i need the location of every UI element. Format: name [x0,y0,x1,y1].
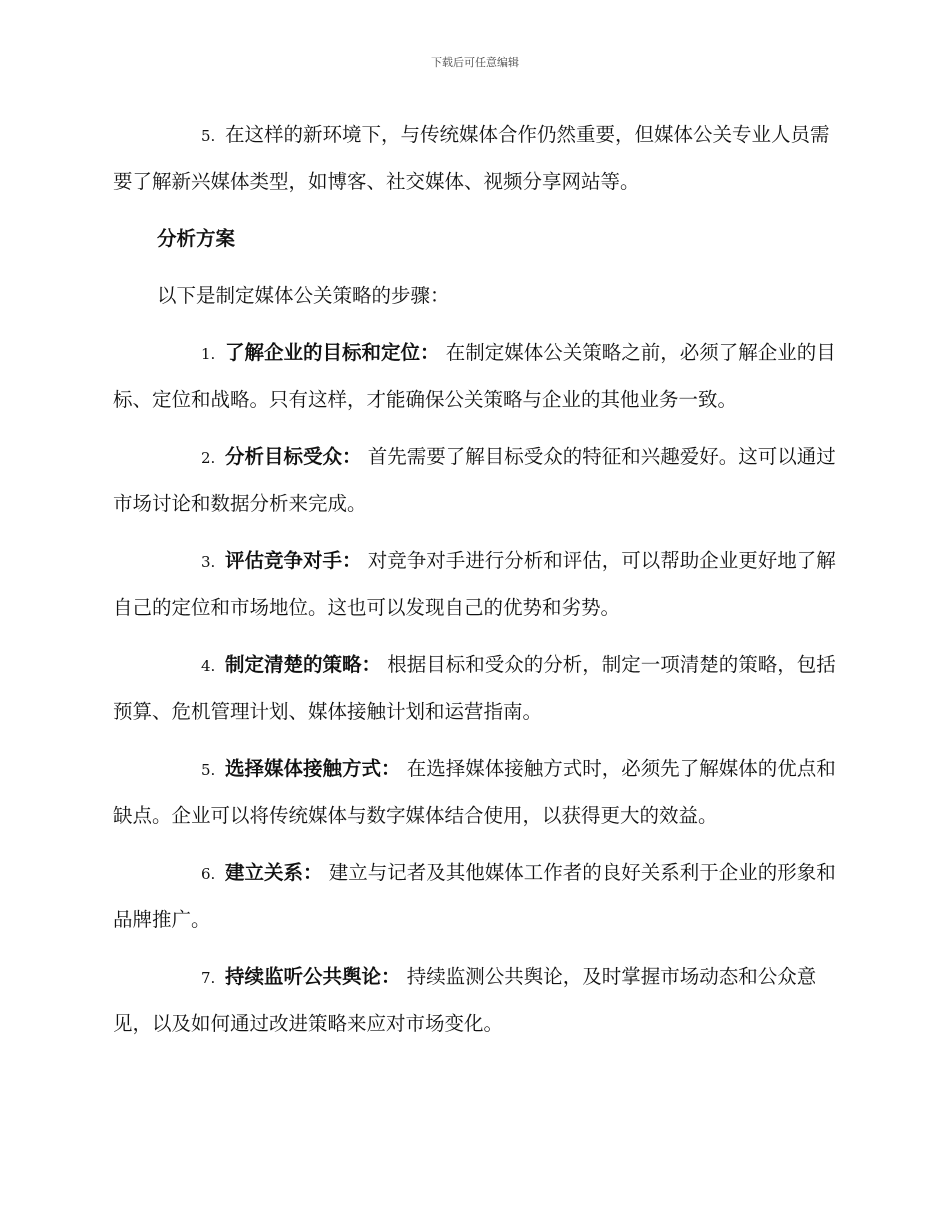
step-number: 4. [201,657,216,675]
step-number: 1. [201,345,216,363]
step-text: 持续监测公共舆论，及时掌握市场动态和公众意见，以及如何通过改进策略来应对市场变化。 [113,965,817,1035]
step-number: 7. [201,969,216,987]
step-item [113,642,840,734]
document-body [113,112,840,1058]
step-item [113,434,840,526]
step-item [113,538,840,630]
step-title: 制定清楚的策略： [225,653,382,676]
step-title: 建立关系： [225,861,323,884]
step-text: 在选择媒体接触方式时，必须先了解媒体的优点和缺点。企业可以将传统媒体与数字媒体结合使用，以获得更大的效益。 [113,757,836,827]
item-number: 5. [201,127,216,145]
step-title: 选择媒体接触方式： [225,757,401,780]
step-text: 在制定媒体公关策略之前，必须了解企业的目标、定位和战略。只有这样，才能确保公关策略与企业的其他业务一致。 [113,341,836,411]
step-number: 6. [201,865,216,883]
section-title: 分析方案 [157,227,236,250]
step-text: 建立与记者及其他媒体工作者的良好关系利于企业的形象和品牌推广。 [113,861,836,931]
step-number: 5. [201,761,216,779]
step-item [113,850,840,942]
step-title: 持续监听公共舆论： [225,965,401,988]
step-title: 了解企业的目标和定位： [225,341,440,364]
item-text: 在这样的新环境下，与传统媒体合作仍然重要，但媒体公关专业人员需要了解新兴媒体类型，如博客、社交媒体、视频分享网站等。 [113,123,830,193]
intro-list-item [113,112,840,204]
step-item [113,746,840,838]
step-text: 首先需要了解目标受众的特征和兴趣爱好。这可以通过市场讨论和数据分析来完成。 [113,445,836,515]
section-intro: 以下是制定媒体公关策略的步骤： [157,284,450,307]
step-text: 根据目标和受众的分析，制定一项清楚的策略，包括预算、危机管理计划、媒体接触计划和运营指南。 [113,653,836,723]
step-text: 对竞争对手进行分析和评估，可以帮助企业更好地了解自己的定位和市场地位。这也可以发现自己的优势和劣势。 [113,549,836,619]
step-number: 3. [201,553,216,571]
step-number: 2. [201,449,216,467]
step-title: 分析目标受众： [225,445,362,468]
step-title: 评估竞争对手： [225,549,362,572]
step-item [113,954,840,1046]
step-item [113,330,840,422]
page-header: 下载后可任意编辑 [431,56,519,69]
